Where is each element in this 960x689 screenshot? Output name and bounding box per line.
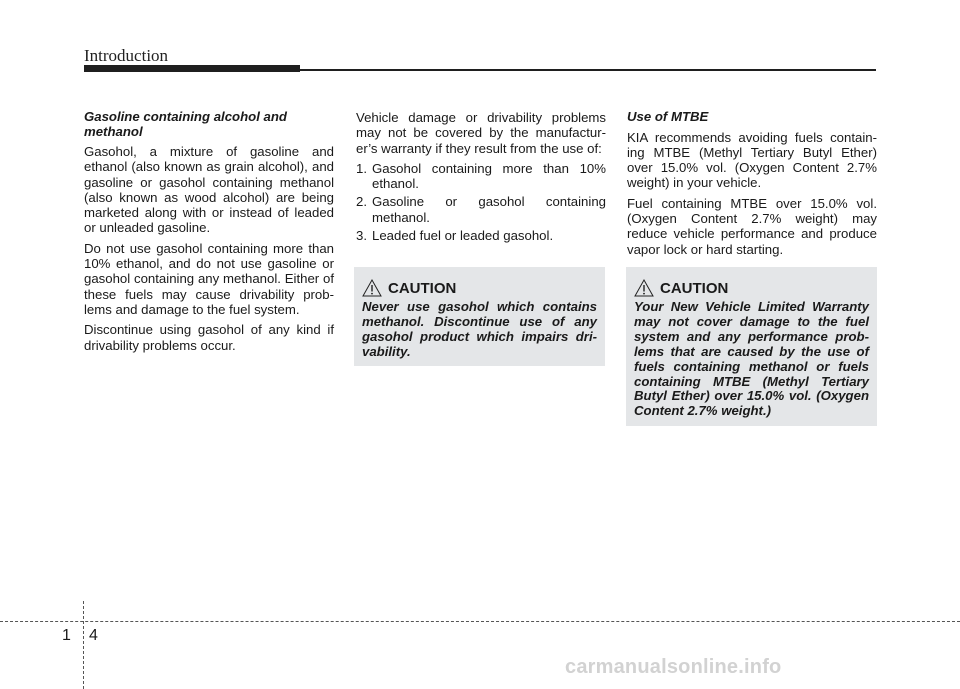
caution-text: Your New Vehicle Limited Warranty may not cover damage to the fuel system and any performance prob-lems that are caused by the use of fuels containing methanol or fuels containing MTBE (Methyl Tertiary Butyl Ether) over 15.0% vol. (Oxygen Content 2.7% weight.) <box>634 299 869 419</box>
caution-box-methanol <box>354 267 605 366</box>
caution-box-warranty <box>626 267 877 426</box>
list-item <box>356 194 606 225</box>
footer-vertical-rule <box>83 601 84 689</box>
caution-header <box>634 277 869 297</box>
warning-triangle-icon <box>634 279 654 297</box>
subheading-gasoline-alcohol: Gasoline containing alcohol and methanol <box>84 109 287 139</box>
header-bar-thick <box>84 65 300 72</box>
list-text: Leaded fuel or leaded gasohol. <box>372 228 554 244</box>
paragraph-gasohol: Gasohol, a mixture of gasoline and ethanol (also known as grain alcohol), and gasoline or gasohol containing methanol (also known as wood alcohol) are being marketed along with or instead of leaded or unleaded gasoline. <box>84 144 334 236</box>
paragraph-mtbe-effects: Fuel containing MTBE over 15.0% vol. (Oxygen Content 2.7% weight) may reduce vehicle performance and produce vapor lock or hard starting. <box>627 195 877 257</box>
fuel-list <box>356 161 606 243</box>
chapter-number: 1 <box>62 627 71 644</box>
paragraph-warranty-intro: Vehicle damage or drivability problems may not be covered by the manufactur-er’s warranty if they result from the use of: <box>356 110 606 156</box>
watermark: carmanualsonline.info <box>565 656 782 678</box>
page-number: 4 <box>89 627 98 644</box>
column-1 <box>84 110 334 358</box>
list-number: 1. <box>356 160 367 176</box>
section-title: Introduction <box>84 46 169 65</box>
paragraph-discontinue: Discontinue using gasohol of any kind if drivability problems occur. <box>84 322 334 353</box>
warning-triangle-icon <box>362 279 382 297</box>
paragraph-kia-recommends: KIA recommends avoiding fuels contain-ing MTBE (Methyl Tertiary Butyl Ether) over 15.0% vol. (Oxygen Content 2.7% weight) in your vehicle. <box>627 129 877 191</box>
caution-text: Never use gasohol which contains methanol. Discontinue use of any gasohol product which impairs dri-vability. <box>362 299 597 359</box>
caution-header <box>362 277 597 297</box>
footer-horizontal-rule <box>0 621 960 622</box>
list-item <box>356 161 606 192</box>
caution-title: CAUTION <box>388 280 457 297</box>
header-bar-thin <box>300 69 876 71</box>
caution-title: CAUTION <box>660 280 729 297</box>
column-3 <box>627 110 877 262</box>
list-number: 2. <box>356 194 367 210</box>
list-number: 3. <box>356 228 367 244</box>
list-text: Gasohol containing more than 10% ethanol. <box>372 160 606 192</box>
column-2 <box>356 110 606 246</box>
list-text: Gasoline or gasohol containing methanol. <box>372 194 606 225</box>
subheading-mtbe: Use of MTBE <box>627 109 709 124</box>
paragraph-do-not-use: Do not use gasohol containing more than 10% ethanol, and do not use gasoline or gasohol containing any methanol. Either of these fuels may cause drivability prob-lems and damage to the fuel system. <box>84 240 334 317</box>
list-item <box>356 228 606 243</box>
